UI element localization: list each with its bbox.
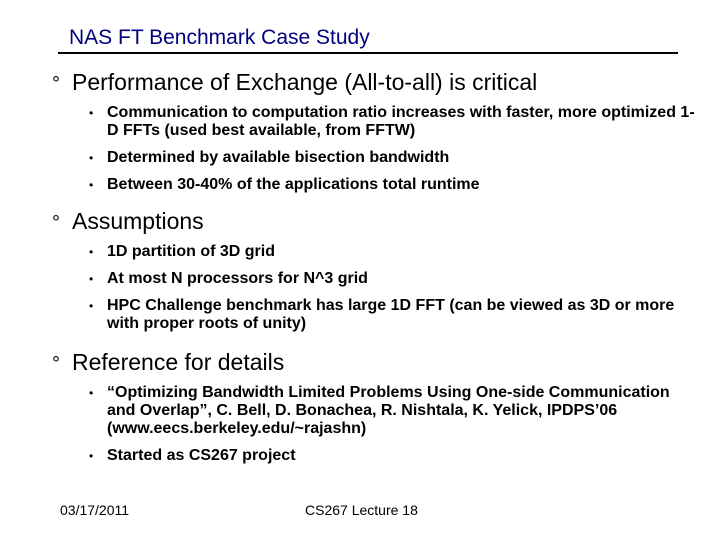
list-item	[52, 270, 697, 288]
slide-title: NAS FT Benchmark Case Study	[69, 26, 370, 49]
section-reference	[52, 348, 692, 465]
list-item-text: Between 30-40% of the applications total runtime	[107, 176, 480, 193]
sub-bullet-list	[52, 384, 692, 465]
list-item	[52, 104, 697, 140]
list-item-text: Communication to computation ratio increases with faster, more optimized 1-D FFTs (used best available, from FFTW)	[107, 104, 695, 139]
section-heading-row	[52, 348, 692, 378]
list-item-text: Determined by available bisection bandwidth	[107, 149, 450, 166]
list-item	[52, 297, 697, 333]
list-item	[52, 243, 697, 261]
dot-bullet-icon: •	[89, 386, 94, 400]
sub-bullet-list	[52, 104, 695, 194]
sub-bullet-list	[52, 243, 692, 333]
footer-lecture: CS267 Lecture 18	[305, 502, 418, 518]
list-item-text: Started as CS267 project	[107, 447, 296, 464]
section-heading: Performance of Exchange (All-to-all) is critical	[72, 69, 538, 95]
section-performance	[52, 68, 695, 194]
section-heading: Reference for details	[72, 349, 285, 375]
dot-bullet-icon: •	[89, 178, 94, 192]
degree-bullet-icon: °	[52, 212, 60, 234]
dot-bullet-icon: •	[89, 449, 94, 463]
list-item	[52, 384, 697, 438]
list-item	[52, 447, 697, 465]
dot-bullet-icon: •	[89, 245, 94, 259]
list-item	[52, 176, 697, 194]
dot-bullet-icon: •	[89, 151, 94, 165]
degree-bullet-icon: °	[52, 73, 60, 95]
dot-bullet-icon: •	[89, 299, 94, 313]
list-item-text: 1D partition of 3D grid	[107, 243, 275, 260]
list-item-text: At most N processors for N^3 grid	[107, 270, 368, 287]
section-assumptions	[52, 207, 692, 333]
section-heading-row	[52, 68, 692, 98]
list-item-text: “Optimizing Bandwidth Limited Problems Using One-side Communication and Overlap”, C. Bell, D. Bonachea, R. Nishtala, K. Yelick, IPDPS’06 (www.eecs.berkeley.edu/~rajashn)	[107, 384, 670, 437]
dot-bullet-icon: •	[89, 106, 94, 120]
section-heading: Assumptions	[72, 208, 204, 234]
dot-bullet-icon: •	[89, 272, 94, 286]
title-underline	[58, 52, 678, 54]
list-item-text: HPC Challenge benchmark has large 1D FFT (can be viewed as 3D or more with proper roots of unity)	[107, 297, 675, 332]
section-heading-row	[52, 207, 692, 237]
footer-date: 03/17/2011	[60, 502, 130, 518]
degree-bullet-icon: °	[52, 353, 60, 375]
list-item	[52, 149, 697, 167]
